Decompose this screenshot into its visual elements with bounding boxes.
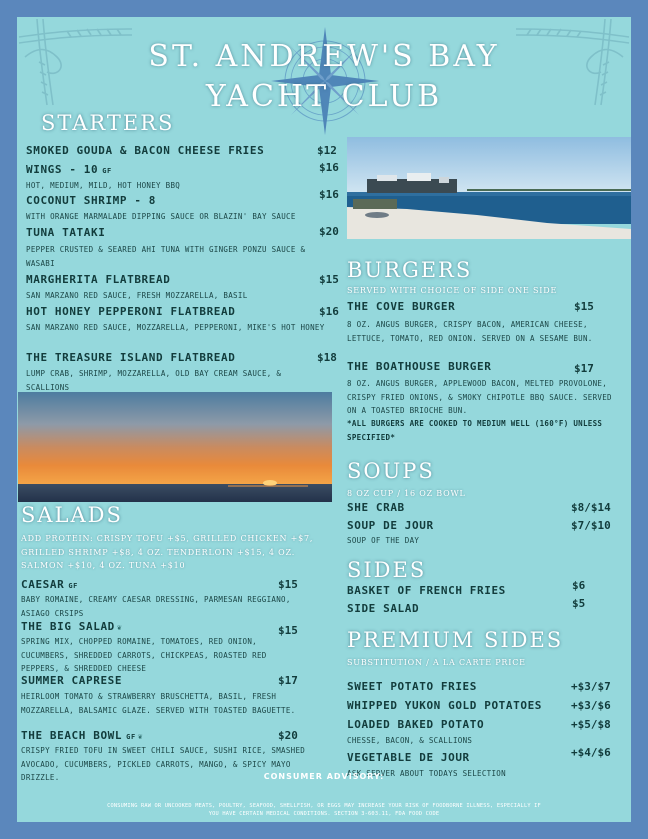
menu-item-description: HEIRLOOM TOMATO & STRAWBERRY BRUSCHETTA, BASIL, FRESH MOZZARELLA, BALSAMIC GLAZE. SERVED WITH TOASTED BAGUETTE. (21, 692, 296, 715)
menu-item-name: MARGHERITA FLATBREAD (26, 273, 171, 286)
menu-item-description: 8 OZ. ANGUS BURGER, CRISPY BACON, AMERICAN CHEESE, LETTUCE, TOMATO, RED ONION. SERVED ON A SESAME BUN. (347, 320, 593, 343)
menu-item-price: +$3/$6 (571, 699, 611, 712)
menu-item-description: WITH ORANGE MARMALADE DIPPING SAUCE OR BLAZIN' BAY SAUCE (26, 212, 296, 221)
menu-item-price: $12 (317, 144, 337, 157)
leaf-icon: ❦ (116, 623, 123, 632)
beach-photo (347, 137, 631, 239)
menu-item-description: CHESSE, BACON, & SCALLIONS (347, 736, 473, 745)
menu-item-description: PEPPER CRUSTED & SEARED AHI TUNA WITH GINGER PONZU SAUCE & WASABI (26, 245, 306, 268)
section-heading-premium-sides: PREMIUM SIDES (347, 628, 564, 652)
menu-item-name: COCONUT SHRIMP - 8 (26, 194, 157, 207)
menu-item-name: SWEET POTATO FRIES (347, 680, 478, 693)
menu-item-price: $15 (574, 300, 594, 313)
menu-item-name: BASKET OF FRENCH FRIES (347, 584, 506, 597)
menu-item-name: SIDE SALAD (347, 602, 420, 615)
restaurant-title-line1: ST. ANDREW'S BAY (148, 39, 500, 74)
menu-item-name: WHIPPED YUKON GOLD POTATOES (347, 699, 543, 712)
menu-item-description: BABY ROMAINE, CREAMY CAESAR DRESSING, PARMESAN REGGIANO, ASIAGO CRSIPS (21, 595, 291, 618)
menu-item-price: $6 (572, 579, 586, 592)
menu-item-price: $17 (278, 674, 298, 687)
menu-item-name: THE BOATHOUSE BURGER (347, 360, 492, 373)
section-heading-salads: SALADS (21, 503, 123, 527)
section-heading-sides: SIDES (347, 558, 427, 582)
menu-item-price: $15 (278, 624, 298, 637)
menu-item-name: WINGS - 10 GF (26, 163, 112, 176)
menu-item-name: THE BIG SALAD ❦ (21, 620, 123, 633)
burgers-subheading: SERVED WITH CHOICE OF SIDE ONE SIDE (347, 286, 558, 295)
menu-item-description: CRISPY FRIED TOFU IN SWEET CHILI SAUCE, SUSHI RICE, SMASHED AVOCADO, CUCUMBERS, PICKLED CARROTS, MANGO, & SPICY MAYO DRIZZLE. (21, 746, 306, 782)
menu-item-price: $16 (319, 305, 339, 318)
menu-item-description: HOT, MEDIUM, MILD, HOT HONEY BBQ (26, 181, 181, 190)
menu-item-price: +$3/$7 (571, 680, 611, 693)
menu-item-name: SUMMER CAPRESE (21, 674, 123, 687)
menu-item-price: $20 (319, 225, 339, 238)
menu-item-name: HOT HONEY PEPPERONI FLATBREAD (26, 305, 236, 318)
menu-item-price: +$4/$6 (571, 746, 611, 759)
menu-item-price: +$5/$8 (571, 718, 611, 731)
menu-item-description: ASK SERVER ABOUT TODAYS SELECTION (347, 769, 506, 778)
menu-item-description: SOUP OF THE DAY (347, 536, 420, 545)
menu-item-name: LOADED BAKED POTATO (347, 718, 485, 731)
menu-item-name: SOUP DE JOUR (347, 519, 434, 532)
menu-item-name: THE BEACH BOWL GF ❦ (21, 729, 144, 742)
salad-protein-addons: ADD PROTEIN: CRISPY TOFU +$5, GRILLED CHICKEN +$7, GRILLED SHRIMP +$8, 4 OZ. TENDERLOIN +$15, 4 OZ. SALMON +$10, 4 OZ. TUNA +$10 (21, 534, 314, 570)
menu-item-price: $18 (317, 351, 337, 364)
menu-item-price: $16 (319, 188, 339, 201)
menu-item-price: $8/$14 (571, 501, 611, 514)
menu-item-name: SHE CRAB (347, 501, 405, 514)
menu-item-price: $7/$10 (571, 519, 611, 532)
menu-item-price: $20 (278, 729, 298, 742)
menu-item-name: TUNA TATAKI (26, 226, 106, 239)
menu-item-price: $16 (319, 161, 339, 174)
menu-item-description: 8 OZ. ANGUS BURGER, APPLEWOOD BACON, MELTED PROVOLONE, CRISPY FRIED ONIONS, & SMOKY CHIPOTLE BBQ SAUCE. SERVED ON A TOASTED BRIOCHE BUN. (347, 379, 612, 415)
menu-item-price: $17 (574, 362, 594, 375)
menu-item-price: $15 (319, 273, 339, 286)
menu-item-name: VEGETABLE DE JOUR (347, 751, 470, 764)
gf-icon: GF (68, 582, 78, 590)
gf-icon: GF (126, 733, 136, 741)
menu-item-price: $5 (572, 597, 586, 610)
menu-item-description: LUMP CRAB, SHRIMP, MOZZARELLA, OLD BAY CREAM SAUCE, & SCALLIONS (26, 369, 282, 392)
consumer-advisory-title: CONSUMER ADVISORY: (263, 772, 385, 781)
section-heading-burgers: BURGERS (347, 258, 473, 282)
menu-item-description: SAN MARZANO RED SAUCE, MOZZARELLA, PEPPERONI, MIKE'S HOT HONEY (26, 323, 325, 332)
menu-item-description: SPRING MIX, CHOPPED ROMAINE, TOMATOES, RED ONION, CUCUMBERS, SHREDDED CARROTS, CHICKPEAS, ROASTED RED PEPPERS, & SHREDDED CHEESE (21, 637, 267, 673)
menu-item-description: SAN MARZANO RED SAUCE, FRESH MOZZARELLA, BASIL (26, 291, 248, 300)
menu-item-name: THE COVE BURGER (347, 300, 456, 313)
section-heading-starters: STARTERS (41, 111, 175, 135)
gf-icon: GF (102, 167, 112, 175)
menu-item-name: SMOKED GOUDA & BACON CHEESE FRIES (26, 144, 265, 157)
soups-subheading: 8 OZ CUP / 16 OZ BOWL (347, 489, 466, 498)
leaf-icon: ❦ (137, 732, 144, 741)
menu-item-name: CAESAR GF (21, 578, 78, 591)
premium-sides-subheading: SUBSTITUTION / A LA CARTE PRICE (347, 658, 526, 667)
menu-page (17, 17, 631, 822)
menu-item-name: THE TREASURE ISLAND FLATBREAD (26, 351, 236, 364)
burger-cook-note: *ALL BURGERS ARE COOKED TO MEDIUM WELL (160°F) UNLESS SPECIFIED* (347, 419, 603, 442)
section-heading-soups: SOUPS (347, 459, 435, 483)
sunset-photo (18, 392, 332, 502)
consumer-advisory-text: CONSUMING RAW OR UNCOOKED MEATS, POULTRY, SEAFOOD, SHELLFISH, OR EGGS MAY INCREASE YOUR RISK OF FOODBORNE ILLNESS, ESPECIALLY IF YOU HAVE CERTAIN MEDICAL CONDITIONS. SECTION 3-603.11, FDA FOOD CODE (107, 803, 541, 817)
menu-item-price: $15 (278, 578, 298, 591)
restaurant-title-line2: YACHT CLUB (205, 79, 443, 114)
